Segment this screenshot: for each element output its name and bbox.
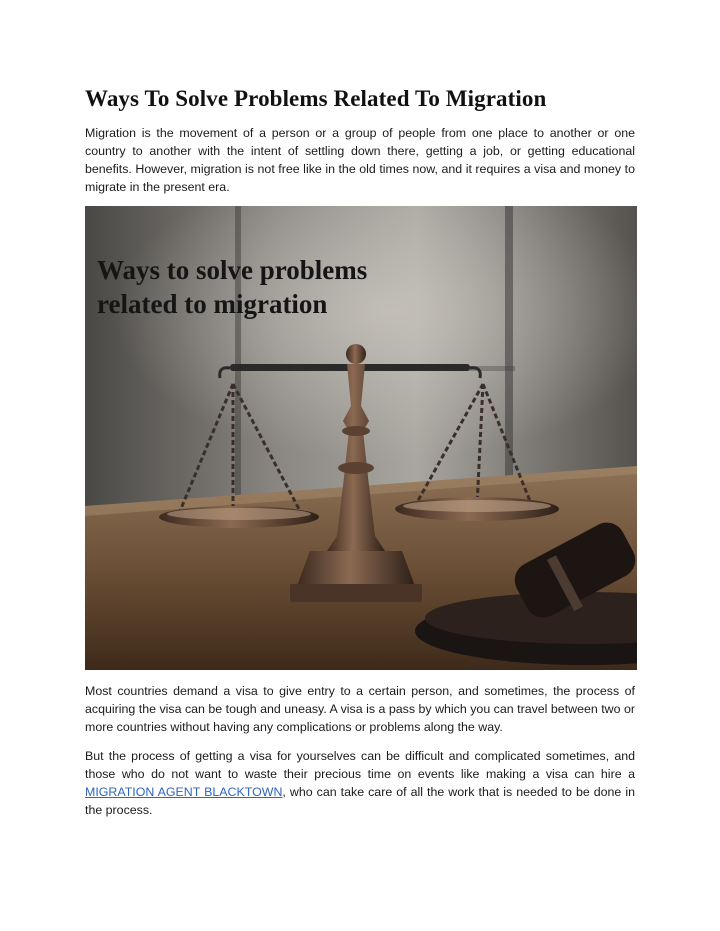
agent-paragraph-text-end: , who can take care of all the work that is needed to be done in the process. <box>85 785 635 817</box>
image-overlay-title-line-1: Ways to solve problems <box>97 255 368 285</box>
agent-paragraph-text-start: But the process of getting a visa for yourselves can be difficult and complicated sometimes, and those who do not want to waste their precious time on events like making a visa can hire a <box>85 749 635 781</box>
article-image <box>85 206 637 670</box>
intro-paragraph: Migration is the movement of a person or a group of people from one place to another or one country to another with the intent of settling down there, getting a job, or getting educational benefits. However, migration is not free like in the old times now, and it requires a visa and money to migrate in the present era. <box>85 126 635 194</box>
migration-agent-link[interactable]: MIGRATION AGENT BLACKTOWN <box>85 785 283 799</box>
page-title: Ways To Solve Problems Related To Migration <box>85 86 547 111</box>
agent-paragraph <box>85 747 635 819</box>
image-overlay-title-line-2: related to migration <box>97 289 328 319</box>
visa-paragraph: Most countries demand a visa to give entry to a certain person, and sometimes, the process of acquiring the visa can be tough and uneasy. A visa is a pass by which you can travel between two or more countries without having any complications or problems along the way. <box>85 684 635 734</box>
